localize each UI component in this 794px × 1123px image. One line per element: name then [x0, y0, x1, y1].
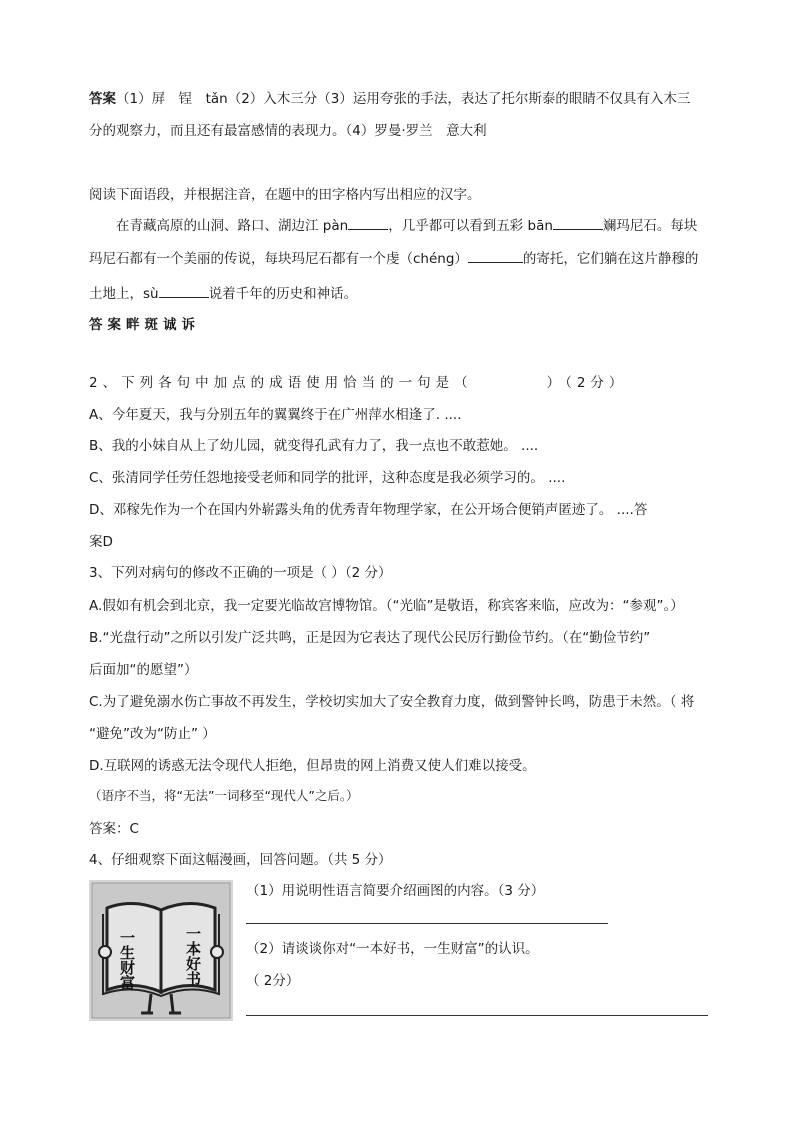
q3-stem: 3、下列对病句的修改不正确的一项是（ ）（2 分）	[89, 565, 392, 581]
q2-option-b: B、我的小妹自从上了幼儿园，就变得孔武有力了，我一点也不敢惹她。 ....	[89, 438, 539, 454]
blank-su[interactable]	[159, 283, 209, 298]
book-cartoon-image	[89, 880, 233, 1021]
cartoon-text-right: 一本好书	[184, 926, 202, 986]
q4-subquestion-1: （1）用说明性语言简要介绍画图的内容。（3 分）	[246, 883, 545, 899]
q1-prompt: 阅读下面语段，并根据注音，在题中的田字格内写出相应的汉字。	[89, 187, 481, 203]
q4-stem: 4、仔细观察下面这幅漫画，回答问题。（共 5 分）	[89, 852, 392, 868]
q1-answer: 答案畔斑诚诉	[89, 317, 200, 333]
q1-passage-line-2: 玛尼石都有一个美丽的传说，每块玛尼石都有一个虔（chéng） 的寄托，它们躺在这片静穆的	[89, 248, 698, 268]
blank-cheng[interactable]	[468, 248, 523, 263]
q3-option-a: A.假如有机会到北京，我一定要光临故宫博物馆。（“光临”是敬语，称宾客来临，应改为：“参观”。）	[89, 598, 684, 614]
q3-option-b-line-2: 后面加“的愿望”）	[89, 662, 198, 678]
q3-answer: 答案：C	[89, 821, 139, 837]
q3-option-d-note: （语序不当，将“无法”一词移至“现代人”之后。）	[89, 788, 359, 803]
q2-option-c: C、张清同学任劳任怨地接受老师和同学的批评，这种态度是我必须学习的。 ....	[89, 470, 566, 486]
q4-subquestion-2-points: （ 2分）	[246, 973, 300, 989]
q4-answer-line-1[interactable]	[246, 923, 608, 924]
q2-option-d: D、邓稼先作为一个在国内外崭露头角的优秀青年物理学家，在公开场合便销声匿迹了。 ....答	[89, 502, 648, 518]
answer-1-line-2: 分的观察力，而且还有最富感情的表现力。（4）罗曼·罗兰 意大利	[89, 123, 487, 139]
q3-option-c-line-1: C.为了避免溺水伤亡事故不再发生，学校切实加大了安全教育力度，做到警钟长鸣，防患于未然。（ 将	[89, 694, 695, 710]
q1-passage-line-1: 在青藏高原的山洞、路口、湖边江 pàn ，几乎都可以看到五彩 bān 斓玛尼石。每块	[116, 215, 697, 235]
blank-ban[interactable]	[553, 215, 603, 230]
q3-option-d-line-1: D.互联网的诱惑无法令现代人拒绝，但昂贵的网上消费又使人们难以接受。	[89, 758, 536, 774]
blank-pan[interactable]	[348, 215, 388, 230]
q2-option-a: A、今年夏天，我与分别五年的翼翼终于在广州萍水相逢了. ....	[89, 407, 462, 423]
q4-answer-line-2[interactable]	[246, 1015, 708, 1016]
answer-label: 答案	[89, 91, 116, 107]
cartoon-text-left: 一生财富	[118, 930, 136, 990]
q4-subquestion-2: （2）请谈谈你对“一本好书，一生财富”的认识。	[246, 941, 539, 957]
q2-stem: 2、下列各句中加点的成语使用恰当的一句是（ ）（2分）	[89, 375, 628, 391]
q3-option-c-line-2: “避免”改为“防止” ）	[89, 726, 216, 742]
q1-passage-line-3: 土地上，sù 说着千年的历史和神话。	[89, 283, 357, 303]
answer-1-line-1: 答案（1）屏 锃 tǎn（2）入木三分（3）运用夸张的手法，表达了托尔斯泰的眼睛不仅具有入木三	[89, 91, 691, 107]
q2-answer: 案D	[89, 534, 113, 550]
q3-option-b-line-1: B.“光盘行动”之所以引发广泛共鸣，正是因为它表达了现代公民厉行勤俭节约。（在“勤俭节约”	[89, 630, 651, 646]
